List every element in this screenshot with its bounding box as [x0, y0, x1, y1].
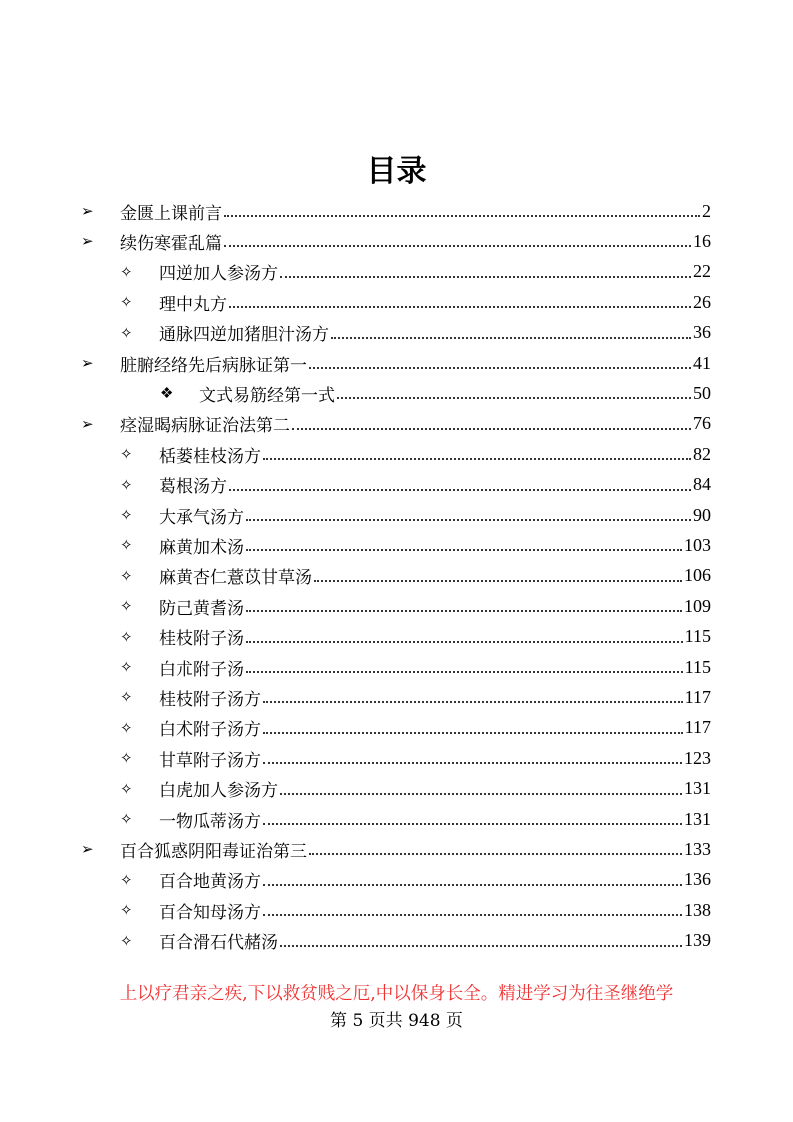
toc-entry-page: 82 — [693, 443, 711, 464]
leader-dots — [246, 610, 682, 612]
toc-entry-page: 106 — [684, 565, 711, 586]
toc-entry[interactable] — [0, 866, 711, 894]
toc-entry-label: 桂枝附子汤 — [159, 629, 244, 650]
star-bullet-icon: ✧ — [120, 445, 133, 464]
toc-entry-label: 四逆加人参汤方 — [159, 264, 278, 285]
leader-dots — [263, 914, 682, 916]
toc-entry-label: 理中丸方 — [159, 294, 227, 315]
star-bullet-icon: ✧ — [120, 475, 133, 494]
arrow-bullet-icon: ➢ — [81, 232, 94, 251]
star-bullet-icon: ✧ — [120, 597, 133, 616]
toc-entry-page: 139 — [684, 930, 711, 951]
page-number: 第 5 页共 948 页 — [330, 1011, 463, 1031]
toc-entry-page: 16 — [693, 230, 711, 251]
toc-title: 目录 — [366, 154, 427, 189]
toc-entry[interactable] — [0, 471, 711, 499]
leader-dots — [280, 793, 682, 795]
leader-dots — [309, 367, 691, 369]
toc-entry[interactable] — [0, 440, 711, 468]
star-bullet-icon: ✧ — [120, 688, 133, 707]
arrow-bullet-icon: ➢ — [81, 202, 94, 220]
toc-entry-page: 123 — [684, 747, 711, 768]
arrow-bullet-icon: ➢ — [81, 354, 94, 372]
toc-entry[interactable] — [0, 319, 711, 347]
toc-entry-page: 90 — [693, 504, 711, 525]
toc-entry-page: 76 — [693, 413, 711, 434]
toc-entry[interactable] — [0, 197, 711, 225]
toc-entry-page: 133 — [684, 838, 711, 859]
star-bullet-icon: ✧ — [120, 749, 133, 768]
toc-entry-page: 109 — [684, 595, 711, 616]
star-bullet-icon: ✧ — [120, 810, 133, 828]
toc-entry-label: 通脉四逆加猪胆汁汤方 — [159, 325, 329, 346]
toc-entry-label: 痉湿暍病脉证治法第二 — [120, 416, 290, 437]
toc-entry[interactable] — [0, 379, 711, 407]
star-bullet-icon: ✧ — [120, 566, 133, 585]
toc-entry-page: 26 — [693, 291, 711, 312]
leader-dots — [263, 762, 682, 764]
toc-entry-label: 百合滑石代赭汤 — [159, 933, 278, 954]
toc-entry[interactable] — [0, 562, 711, 590]
toc-entry-label: 大承气汤方 — [159, 507, 244, 528]
toc-entry[interactable] — [0, 623, 711, 651]
toc-entry-page: 131 — [684, 808, 711, 829]
star-bullet-icon: ✧ — [120, 536, 133, 555]
leader-dots — [263, 701, 683, 703]
leader-dots — [246, 549, 682, 551]
toc-entry-page: 84 — [693, 474, 711, 495]
toc-entry-page: 36 — [693, 322, 711, 343]
toc-entry-page: 22 — [693, 261, 711, 282]
star-bullet-icon: ✧ — [120, 506, 133, 524]
toc-entry-label: 百合狐惑阴阳毒证治第三 — [120, 841, 307, 862]
star-bullet-icon: ✧ — [120, 627, 133, 646]
star-bullet-icon: ✧ — [120, 779, 133, 798]
toc-entry[interactable] — [0, 683, 711, 711]
leader-dots — [280, 945, 682, 947]
toc-entry-label: 金匮上课前言 — [120, 203, 222, 224]
toc-entry-label: 麻黄加术汤 — [159, 537, 244, 558]
toc-entry-page: 103 — [684, 534, 711, 555]
toc-entry-label: 白虎加人参汤方 — [159, 781, 278, 802]
toc-entry-page: 50 — [693, 382, 711, 403]
leader-dots — [263, 458, 691, 460]
toc-entry-page: 41 — [693, 352, 711, 373]
toc-entry-label: 白朮附子汤 — [159, 659, 244, 680]
toc-entry[interactable] — [0, 835, 711, 863]
toc-entry[interactable] — [0, 501, 711, 529]
toc-entry-page: 131 — [684, 778, 711, 799]
toc-entry[interactable] — [0, 805, 711, 833]
leader-dots — [224, 215, 700, 217]
toc-entry-page: 136 — [684, 869, 711, 890]
toc-entry[interactable] — [0, 531, 711, 559]
leader-dots — [246, 641, 683, 643]
arrow-bullet-icon: ➢ — [81, 414, 94, 433]
toc-entry-page: 117 — [684, 686, 711, 707]
toc-entry-page: 138 — [684, 899, 711, 920]
leader-dots — [229, 489, 691, 491]
toc-entry-page: 2 — [702, 200, 711, 221]
star-bullet-icon: ✧ — [120, 262, 133, 281]
leader-dots — [337, 397, 691, 399]
toc-entry[interactable] — [0, 896, 711, 924]
toc-entry[interactable] — [0, 592, 711, 620]
toc-entry-label: 桂枝附子汤方 — [159, 689, 261, 710]
leader-dots — [246, 671, 683, 673]
leader-dots — [224, 245, 691, 247]
leader-dots — [229, 306, 691, 308]
leader-dots — [314, 580, 682, 582]
toc-entry-label: 白术附子汤方 — [159, 720, 261, 741]
leader-dots — [331, 337, 691, 339]
toc-entry[interactable] — [0, 927, 711, 955]
toc-entry-label: 葛根汤方 — [159, 477, 227, 498]
toc-entry[interactable] — [0, 258, 711, 286]
toc-entry-label: 一物瓜蒂汤方 — [159, 811, 261, 832]
star-bullet-icon: ✧ — [120, 870, 133, 889]
toc-entry[interactable] — [0, 410, 711, 438]
star-bullet-icon: ✧ — [120, 658, 133, 676]
toc-entry[interactable] — [0, 775, 711, 803]
arrow-bullet-icon: ➢ — [81, 840, 94, 859]
toc-entry-label: 麻黄杏仁薏苡甘草汤 — [159, 568, 312, 589]
star-bullet-icon: ✧ — [120, 901, 133, 920]
toc-entry-page: 115 — [684, 656, 711, 677]
leader-dots — [263, 823, 682, 825]
star-bullet-icon: ✧ — [120, 293, 133, 312]
toc-entry-label: 防己黄耆汤 — [159, 598, 244, 619]
leader-dots — [280, 276, 691, 278]
toc-entry-page: 117 — [684, 717, 711, 738]
toc-entry-page: 115 — [684, 626, 711, 647]
toc-entry-label: 脏腑经络先后病脉证第一 — [120, 355, 307, 376]
toc-entry[interactable] — [0, 288, 711, 316]
toc-entry[interactable] — [0, 714, 711, 742]
toc-entry-label: 文式易筋经第一式 — [199, 385, 335, 406]
toc-entry[interactable] — [0, 653, 711, 681]
toc-entry[interactable] — [0, 744, 711, 772]
star-bullet-icon: ✧ — [120, 931, 133, 950]
toc-entry[interactable] — [0, 349, 711, 377]
footer-motto: 上以疗君亲之疾,下以救贫贱之厄,中以保身长全。精进学习为往圣继绝学 — [119, 984, 674, 1004]
leader-dots — [309, 853, 682, 855]
leader-dots — [263, 732, 683, 734]
diamond-bullet-icon: ❖ — [160, 384, 174, 403]
toc-entry[interactable] — [0, 227, 711, 255]
toc-entry-label: 续伤寒霍乱篇 — [120, 233, 222, 254]
leader-dots — [292, 428, 691, 430]
star-bullet-icon: ✧ — [120, 323, 133, 342]
leader-dots — [246, 519, 691, 521]
leader-dots — [263, 884, 682, 886]
toc-entry-label: 百合地黄汤方 — [159, 872, 261, 893]
toc-entry-label: 甘草附子汤方 — [159, 750, 261, 771]
star-bullet-icon: ✧ — [120, 718, 133, 737]
toc-entry-label: 百合知母汤方 — [159, 902, 261, 923]
toc-entry-label: 栝蒌桂枝汤方 — [159, 446, 261, 467]
